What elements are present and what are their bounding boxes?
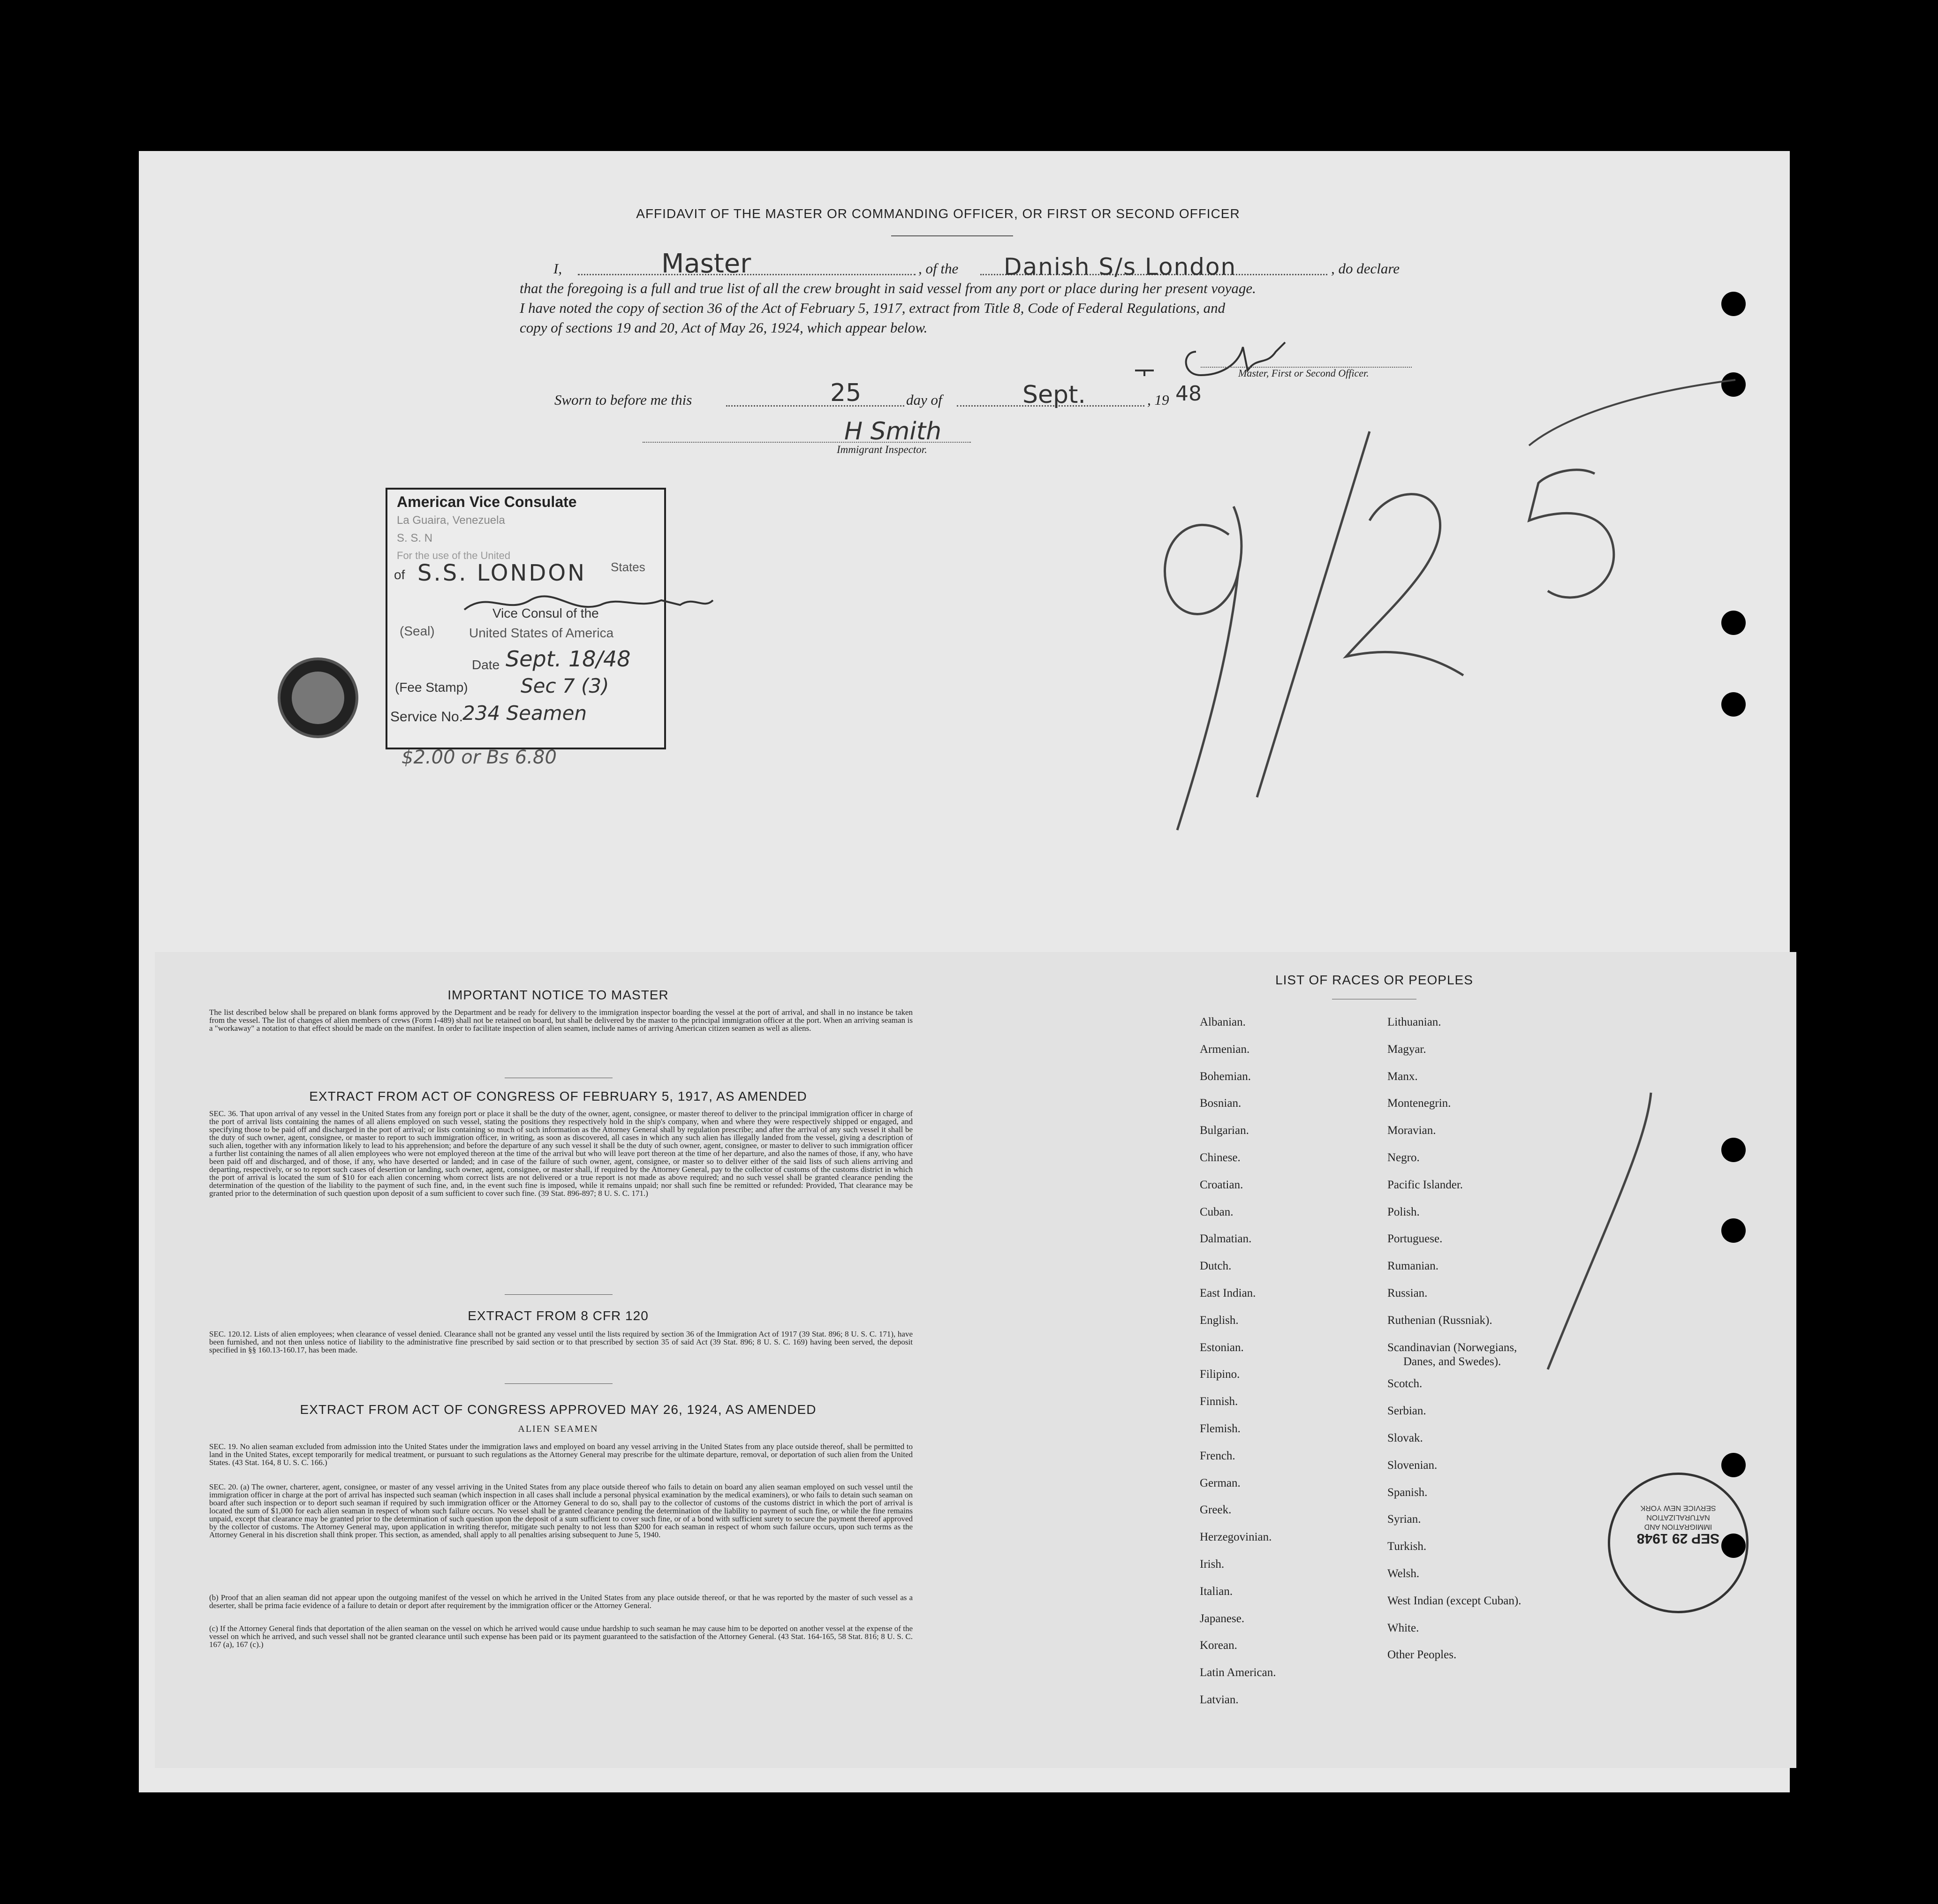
race-item: Portuguese. [1387,1232,1443,1246]
race-item: Estonian. [1200,1341,1244,1354]
race-item: Serbian. [1387,1405,1426,1418]
handwritten-vessel: Danish S/s London [1004,253,1237,280]
races-title: LIST OF RACES OR PEOPLES [1275,973,1473,987]
race-item: Lithuanian. [1387,1016,1441,1028]
consul-vice-consul: Vice Consul of the [492,606,599,620]
consul-fee-value: Sec 7 (3) [521,674,609,697]
race-item: Slovenian. [1387,1458,1438,1472]
sworn-day: 25 [830,379,862,407]
consul-date-label: Date [472,657,500,672]
of-the-text: , of the [918,260,959,277]
punch-hole [1721,1218,1746,1243]
pencil-slash [1538,1088,1660,1379]
day-line [726,405,904,407]
race-item: Bosnian. [1200,1097,1242,1110]
race-item: Flemish. [1200,1422,1241,1435]
race-item: Irish. [1200,1558,1225,1571]
immigration-date-stamp [1608,1473,1749,1613]
punch-hole [1721,1138,1746,1162]
date-stamp-text: SEP 29 1948 [1636,1531,1720,1546]
affidavit-title: AFFIDAVIT OF THE MASTER OR COMMANDING OFFICER, OR FIRST OR SECOND OFFICER [636,206,1240,221]
race-item: Scotch. [1387,1377,1423,1390]
race-item: Japanese. [1200,1612,1245,1625]
race-item: Danes, and Swedes). [1403,1355,1501,1368]
consul-usa: United States of America [469,626,614,640]
race-item: Magyar. [1387,1043,1426,1056]
punch-hole [1721,292,1746,316]
notice-title: IMPORTANT NOTICE TO MASTER [447,988,669,1002]
extract-8cfr-title: EXTRACT FROM 8 CFR 120 [468,1308,649,1323]
race-item: Bulgarian. [1200,1124,1249,1137]
race-item: Pacific Islander. [1387,1178,1463,1191]
race-item: Cuban. [1200,1205,1234,1218]
handwritten-name: Master [661,249,751,279]
race-item: White. [1387,1621,1419,1634]
extract-1917-body: SEC. 36. That upon arrival of any vessel in the United States from any foreign port or place it shall be the duty of the owner, agent, consignee, or master thereof to deliver to the principal immigration officer in charge of the port of arrival lists containing the names of all aliens employed on such vessel, stating the positions they respectively hold in the ship's company, when and where they were respectively shipped or engaged, and specifying those to be paid off and discharged in the port of arrival; or lists containing so much of such information as the Attorney General shall by regulation prescribe; and after the arrival of any such vessel it shall be the duty of such owner, agent, consignee, or master to report to such immigration officer, in writing, as soon as discovered, all cases in which any such alien has illegally landed from the vessel, giving a description of such alien, together with any information likely to lead to his apprehension; and before the departure of any such vessel it shall be the duty of such owner, agent, consignee, or master to deliver to such immigration officer a further list containing the names of all alien employees who were not employed thereon at the time of the arrival but who will leave port thereon at the time of her departure, and also the names of those, if any, who have been paid off and discharged, and of those, if any, who have deserted or landed; and in case of the failure of such owner, agent, consignee, or master so to deliver either of the said lists of such aliens arriving and departing, respectively, or so to report such cases of desertion or landing, such owner, agent, consignee, or master shall, if required by the Attorney General, pay to the collector of customs of the customs district in which the port of arrival is located the sum of $10 for each alien concerning whom correct lists are not delivered or a true report is not made as above required; and no such vessel shall be granted clearance pending the determination of the question of the liability to the payment of such fine, and, in the event such fine is imposed, while it remains unpaid; nor shall such fine be remitted or refunded: Provided, That clearance may be granted prior to the determination of such question upon deposit of a sum sufficient to cover such fine. (39 Stat. 896-897; 8 U. S. C. 171.) [209,1109,913,1198]
divider [505,1294,613,1295]
sworn-prefix: Sworn to before me this [554,392,692,408]
fee-note: $2.00 or Bs 6.80 [401,747,557,768]
divider [891,235,1013,236]
consul-date-value: Sept. 18/48 [506,646,631,672]
inspector-signature: H Smith [844,417,942,446]
consul-faint-3: For the use of the United [397,550,511,561]
race-item: Korean. [1200,1639,1237,1652]
race-item: Filipino. [1200,1368,1240,1381]
race-item: Croatian. [1200,1178,1243,1191]
divider [505,1383,613,1384]
consul-service-label: Service No. [390,709,463,725]
consul-seal-label: (Seal) [400,624,435,638]
affidavit-line3: I have noted the copy of section 36 of the Act of February 5, 1917, extract from Title 8, Code of Federal Regulations, and [520,300,1226,316]
race-item: English. [1200,1314,1239,1327]
race-item: Scandinavian (Norwegians, [1387,1341,1517,1354]
sworn-month: Sept. [1022,381,1086,409]
extract-1924-sec20a: SEC. 20. (a) The owner, charterer, agent, consignee, or master of any vessel arriving in the United States from any place outside thereof who fails to detain on board any alien seaman employed on such vessel until the immigration officer in charge at the port of arrival has inspected such seaman (which inspection in all cases shall include a personal physical examination by the medical examiners), or who fails to detain such seaman on board after such inspection or to deport such seaman if required by such immigration officer or the Attorney General to do so, shall pay to the collector of customs of the customs district in which the port of arrival is located the sum of $1,000 for each alien seaman in respect of whom such failure occurs. No vessel shall be granted clearance pending the determination of the liability to payment of such fine, or while the fine remains unpaid, except that clearance may be granted prior to the determination of such question upon the deposit of a sum sufficient to cover such fine, or of a bond with sufficient surety to secure the payment thereof approved by the collector of customs. The Attorney General may, upon application in writing therefor, mitigate such penalty to not less than $200 for each seaman in respect of whom such failure occurs, upon such terms as the Attorney General in his discretion shall think proper. This section, as amended, shall apply to all penalties arising subsequent to June 5, 1940. [209,1482,913,1539]
race-item: West Indian (except Cuban). [1387,1594,1522,1607]
extract-8cfr-body: SEC. 120.12. Lists of alien employees; when clearance of vessel denied. Clearance shall not be granted any vessel until the lists required by section 36 of the Immigration Act of 1917 (39 Stat. 896; 8 U. S. C. 171), have been furnished, and not then unless notice of liability to the administrative fine prescribed by said section or to that prescribed by section 35 of said Act (39 Stat. 896; 8 U. S. C. 169) having been served, the deposit specified in §§ 160.13-160.17, has been made. [209,1330,913,1354]
pencil-annotation-9-25 [1126,366,1754,844]
consul-vessel: S.S. LONDON [417,560,587,586]
notice-body: The list described below shall be prepared on blank forms approved by the Department and be ready for delivery to the immigration inspector boarding the vessel at the port of arrival, and shall in no instance be taken from the vessel. The list of changes of alien members of crews (Form I-489) shall not be retained on board, but shall be delivered by the master to the principal immigration officer at the port. When an arriving seaman is a "workaway" a notation to that effect should be made on the manifest. In order to facilitate inspection of alien seamen, include names of arriving American citizen seamen as well as aliens. [209,1008,913,1033]
date-stamp-ring: IMMIGRATION AND NATURALIZATION SERVICE NEW YORK [1640,1504,1716,1531]
do-declare-text: , do declare [1331,260,1400,277]
fee-stamp-seal [278,657,358,738]
race-item: Dalmatian. [1200,1232,1252,1246]
consul-faint-2: S. S. N [397,532,433,544]
year-prefix: , 19 [1147,392,1169,408]
race-item: Dutch. [1200,1260,1232,1273]
extract-1924-sec20b: (b) Proof that an alien seaman did not appear upon the outgoing manifest of the vessel on which he arrived in the United States from any place outside thereof, or that he was reported by the master of such vessel as a deserter, shall be prima facie evidence of a failure to detain or deport after requirement by the immigration officer or the Attorney General. [209,1593,913,1610]
race-item: Chinese. [1200,1151,1241,1164]
race-item: Turkish. [1387,1540,1427,1553]
race-item: Herzegovinian. [1200,1531,1272,1544]
race-item: Polish. [1387,1205,1420,1218]
race-item: Rumanian. [1387,1260,1439,1273]
race-item: Slovak. [1387,1432,1423,1444]
extract-1924-subtitle: ALIEN SEAMEN [518,1424,598,1434]
race-item: Russian. [1387,1287,1428,1300]
race-item: Moravian. [1387,1124,1436,1137]
race-item: Albanian. [1200,1016,1246,1028]
race-item: Negro. [1387,1151,1420,1164]
race-item: Ruthenian (Russniak). [1387,1314,1492,1327]
extract-1924-sec20c: (c) If the Attorney General finds that deportation of the alien seaman on the vessel on which he arrived would cause undue hardship to such seaman he may cause him to be deported on another vessel at the expense of the vessel on which he arrived, and such vessel shall not be granted clearance until such expense has been paid or its payment guaranteed to the satisfaction of the Attorney General. (43 Stat. 164-165, 58 Stat. 816; 8 U. S. C. 167 (a), 167 (c).) [209,1624,913,1649]
punch-hole [1721,1453,1746,1477]
race-item: German. [1200,1476,1241,1489]
race-item: Italian. [1200,1585,1233,1598]
consul-of: of [394,567,405,582]
race-item: Armenian. [1200,1043,1250,1056]
consul-states: States [611,560,645,574]
affidavit-line4: copy of sections 19 and 20, Act of May 26, 1924, which appear below. [520,319,928,336]
race-item: Bohemian. [1200,1070,1251,1083]
race-item: Manx. [1387,1070,1418,1083]
day-of-text: day of [906,392,942,408]
consul-stamp-title: American Vice Consulate [397,493,577,510]
year-suffix: 48 [1175,382,1202,406]
affidavit-line2: that the foregoing is a full and true list of all the crew brought in said vessel from any port or place during her present voyage. [520,280,1256,296]
race-item: Finnish. [1200,1395,1238,1408]
race-item: Latvian. [1200,1693,1239,1706]
extract-1917-title: EXTRACT FROM ACT OF CONGRESS OF FEBRUARY 5, 1917, AS AMENDED [309,1089,807,1103]
race-item: French. [1200,1449,1235,1462]
inspector-label: Immigrant Inspector. [837,444,927,455]
line1-prefix: I, [553,260,562,277]
race-item: Spanish. [1387,1486,1428,1499]
race-item: Other Peoples. [1387,1648,1457,1662]
consul-faint-1: La Guaira, Venezuela [397,514,505,527]
race-item: East Indian. [1200,1287,1256,1300]
consul-service-value: 234 Seamen [462,702,587,725]
race-item: Syrian. [1387,1513,1421,1526]
consul-fee-label: (Fee Stamp) [395,680,468,695]
extract-1924-title: EXTRACT FROM ACT OF CONGRESS APPROVED MAY 26, 1924, AS AMENDED [300,1402,817,1417]
inspector-line [643,442,971,443]
extract-1924-sec19: SEC. 19. No alien seaman excluded from admission into the United States under the immigration laws and employed on board any vessel arriving in the United States from any place outside thereof, shall be permitted to land in the United States, except temporarily for medical treatment, or pursuant to such regulations as the Attorney General may prescribe for the ultimate departure, removal, or deportation of such alien from the United States. (43 Stat. 164, 8 U. S. C. 166.) [209,1442,913,1467]
race-item: Greek. [1200,1504,1232,1517]
race-item: Welsh. [1387,1567,1420,1580]
signature-label: Master, First or Second Officer. [1238,367,1369,379]
race-item: Montenegrin. [1387,1097,1451,1110]
race-item: Latin American. [1200,1666,1276,1679]
